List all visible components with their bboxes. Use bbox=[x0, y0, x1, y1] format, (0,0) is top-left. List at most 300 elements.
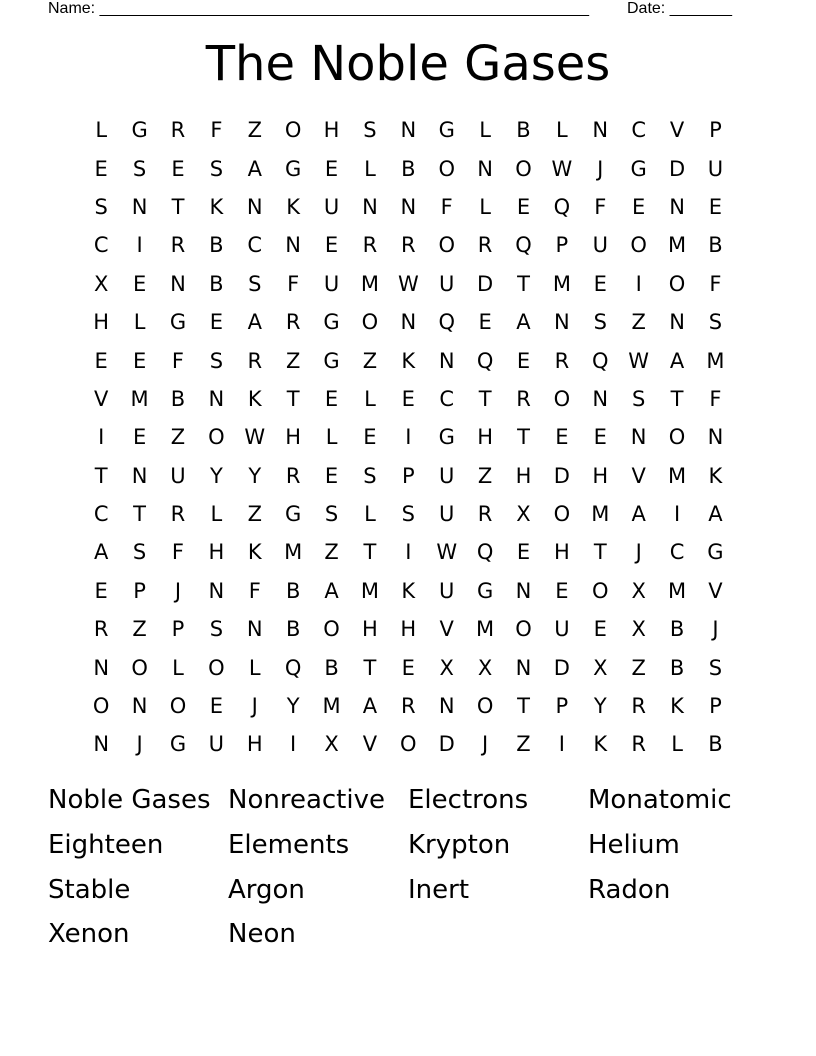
grid-letter[interactable]: H bbox=[208, 540, 225, 565]
grid-letter[interactable]: A bbox=[362, 694, 378, 719]
grid-letter[interactable]: E bbox=[555, 578, 569, 603]
grid-letter[interactable]: N bbox=[285, 233, 301, 258]
grid-letter[interactable]: S bbox=[209, 156, 224, 181]
grid-letter[interactable]: U bbox=[208, 732, 225, 757]
grid-letter[interactable]: L bbox=[133, 310, 146, 335]
grid-letter[interactable]: X bbox=[324, 732, 339, 757]
grid-letter[interactable]: H bbox=[515, 463, 532, 488]
grid-letter[interactable]: G bbox=[476, 578, 494, 603]
grid-letter[interactable]: B bbox=[708, 732, 723, 757]
grid-letter[interactable]: K bbox=[401, 348, 416, 373]
grid-letter[interactable]: X bbox=[593, 655, 608, 680]
grid-letter[interactable]: I bbox=[558, 732, 565, 757]
grid-letter[interactable]: E bbox=[401, 655, 415, 680]
grid-letter[interactable]: T bbox=[517, 425, 530, 450]
grid-letter[interactable]: M bbox=[667, 233, 687, 258]
date-field[interactable]: Date: _______ bbox=[627, 0, 732, 17]
grid-letter[interactable]: N bbox=[438, 348, 455, 373]
grid-letter[interactable]: S bbox=[363, 118, 377, 143]
grid-letter[interactable]: G bbox=[285, 156, 302, 181]
grid-letter[interactable]: O bbox=[553, 502, 571, 527]
grid-letter[interactable]: T bbox=[517, 271, 530, 296]
grid-letter[interactable]: E bbox=[324, 463, 339, 488]
grid-letter[interactable]: R bbox=[477, 233, 493, 258]
grid-letter[interactable]: U bbox=[323, 271, 340, 296]
grid-letter[interactable]: E bbox=[132, 271, 147, 296]
word-list-item: Monatomic bbox=[588, 785, 732, 816]
grid-letter[interactable]: N bbox=[208, 386, 225, 411]
grid-letter[interactable]: E bbox=[324, 233, 339, 258]
grid-letter[interactable]: Z bbox=[247, 502, 262, 527]
grid-letter[interactable]: S bbox=[708, 655, 723, 680]
grid-letter[interactable]: Z bbox=[516, 732, 531, 757]
grid-letter[interactable]: I bbox=[290, 732, 297, 757]
grid-letter[interactable]: S bbox=[593, 310, 607, 335]
grid-letter[interactable]: F bbox=[709, 271, 722, 296]
grid-letter[interactable]: O bbox=[208, 655, 225, 680]
grid-letter[interactable]: P bbox=[555, 694, 569, 719]
grid-letter[interactable]: O bbox=[284, 118, 302, 143]
grid-letter[interactable]: U bbox=[439, 578, 455, 603]
grid-letter[interactable]: X bbox=[631, 617, 646, 642]
grid-letter[interactable]: R bbox=[247, 348, 263, 373]
grid-letter[interactable]: Y bbox=[248, 463, 262, 488]
grid-letter[interactable]: G bbox=[707, 540, 724, 565]
grid-letter[interactable]: S bbox=[132, 156, 147, 181]
grid-letter[interactable]: B bbox=[209, 233, 224, 258]
grid-letter[interactable]: F bbox=[210, 118, 223, 143]
grid-letter[interactable]: N bbox=[400, 118, 417, 143]
grid-letter[interactable]: O bbox=[553, 386, 571, 411]
grid-letter[interactable]: E bbox=[555, 425, 569, 450]
grid-letter[interactable]: G bbox=[169, 732, 187, 757]
grid-letter[interactable]: U bbox=[323, 194, 340, 219]
grid-letter[interactable]: F bbox=[594, 194, 607, 219]
grid-letter[interactable]: N bbox=[400, 310, 417, 335]
grid-letter[interactable]: E bbox=[516, 348, 531, 373]
grid-letter[interactable]: Q bbox=[476, 540, 494, 565]
grid-letter[interactable]: B bbox=[285, 578, 301, 603]
grid-letter[interactable]: K bbox=[209, 194, 224, 219]
grid-letter[interactable]: J bbox=[136, 732, 143, 757]
grid-letter[interactable]: R bbox=[401, 694, 416, 719]
grid-letter[interactable]: Z bbox=[362, 348, 378, 373]
grid-letter[interactable]: E bbox=[516, 194, 531, 219]
grid-letter[interactable]: W bbox=[244, 425, 266, 450]
grid-letter[interactable]: A bbox=[324, 578, 339, 603]
grid-letter[interactable]: R bbox=[401, 233, 416, 258]
grid-letter[interactable]: Z bbox=[285, 348, 301, 373]
grid-letter[interactable]: E bbox=[401, 386, 415, 411]
grid-letter[interactable]: G bbox=[131, 118, 148, 143]
grid-letter[interactable]: Z bbox=[247, 118, 262, 143]
grid-letter[interactable]: T bbox=[670, 386, 684, 411]
grid-letter[interactable]: Y bbox=[286, 694, 300, 719]
grid-letter[interactable]: V bbox=[669, 118, 685, 143]
grid-letter[interactable]: R bbox=[631, 732, 646, 757]
grid-letter[interactable]: U bbox=[592, 233, 608, 258]
grid-letter[interactable]: V bbox=[362, 732, 378, 757]
grid-letter[interactable]: G bbox=[285, 502, 302, 527]
grid-letter[interactable]: O bbox=[92, 694, 110, 719]
grid-letter[interactable]: Q bbox=[284, 655, 302, 680]
grid-letter[interactable]: Z bbox=[631, 310, 646, 335]
grid-letter[interactable]: Q bbox=[592, 348, 609, 373]
grid-letter[interactable]: F bbox=[709, 386, 722, 411]
grid-letter[interactable]: M bbox=[360, 271, 379, 296]
grid-letter[interactable]: S bbox=[248, 271, 262, 296]
grid-letter[interactable]: R bbox=[93, 617, 109, 642]
grid-letter[interactable]: P bbox=[709, 694, 722, 719]
grid-letter[interactable]: W bbox=[436, 540, 458, 565]
grid-letter[interactable]: D bbox=[477, 271, 494, 296]
word-list bbox=[48, 778, 768, 957]
grid-letter[interactable]: R bbox=[285, 463, 301, 488]
grid-letter[interactable]: S bbox=[209, 617, 224, 642]
grid-letter[interactable]: R bbox=[170, 233, 186, 258]
grid-letter[interactable]: S bbox=[708, 310, 723, 335]
grid-letter[interactable]: N bbox=[592, 118, 609, 143]
grid-letter[interactable]: O bbox=[630, 233, 647, 258]
grid-letter[interactable]: R bbox=[170, 118, 186, 143]
grid-letter[interactable]: N bbox=[131, 463, 148, 488]
grid-letter[interactable]: T bbox=[171, 194, 185, 219]
grid-letter[interactable]: V bbox=[439, 617, 454, 642]
grid-letter[interactable]: I bbox=[98, 425, 105, 450]
grid-letter[interactable]: L bbox=[95, 118, 108, 143]
grid-letter[interactable]: F bbox=[248, 578, 261, 603]
grid-letter[interactable]: O bbox=[400, 732, 417, 757]
grid-letter[interactable]: E bbox=[324, 156, 339, 181]
grid-letter[interactable]: K bbox=[401, 578, 416, 603]
grid-letter[interactable]: A bbox=[247, 156, 262, 181]
grid-letter[interactable]: D bbox=[553, 655, 570, 680]
grid-letter[interactable]: N bbox=[362, 194, 378, 219]
grid-letter[interactable]: S bbox=[401, 502, 415, 527]
grid-letter[interactable]: S bbox=[209, 348, 224, 373]
grid-letter[interactable]: O bbox=[515, 156, 532, 181]
grid-letter[interactable]: X bbox=[94, 271, 109, 296]
grid-letter[interactable]: H bbox=[323, 118, 340, 143]
grid-letter[interactable]: D bbox=[668, 156, 686, 181]
grid-letter[interactable]: B bbox=[285, 617, 301, 642]
grid-letter[interactable]: C bbox=[439, 386, 455, 411]
grid-letter[interactable]: N bbox=[707, 425, 724, 450]
grid-letter[interactable]: J bbox=[251, 694, 258, 719]
grid-letter[interactable]: E bbox=[593, 425, 607, 450]
grid-letter[interactable]: N bbox=[438, 694, 455, 719]
grid-letter[interactable]: H bbox=[362, 617, 378, 642]
grid-letter[interactable]: E bbox=[708, 194, 723, 219]
grid-letter[interactable]: C bbox=[93, 502, 109, 527]
grid-letter[interactable]: I bbox=[136, 233, 143, 258]
grid-letter[interactable]: N bbox=[246, 194, 263, 219]
grid-letter[interactable]: M bbox=[591, 502, 610, 527]
grid-letter[interactable]: H bbox=[477, 425, 493, 450]
grid-letter[interactable]: E bbox=[593, 617, 607, 642]
grid-letter[interactable]: N bbox=[131, 694, 148, 719]
grid-letter[interactable]: O bbox=[438, 233, 455, 258]
grid-letter[interactable]: T bbox=[517, 694, 530, 719]
grid-letter[interactable]: Z bbox=[170, 425, 186, 450]
grid-letter[interactable]: L bbox=[479, 194, 491, 219]
grid-letter[interactable]: E bbox=[94, 348, 108, 373]
grid-letter[interactable]: K bbox=[247, 386, 262, 411]
grid-letter[interactable]: K bbox=[286, 194, 301, 219]
grid-letter[interactable]: C bbox=[93, 233, 109, 258]
grid-letter[interactable]: A bbox=[631, 502, 646, 527]
grid-letter[interactable]: E bbox=[632, 194, 646, 219]
grid-letter[interactable]: T bbox=[363, 540, 377, 565]
grid-letter[interactable]: L bbox=[364, 156, 376, 181]
grid-letter[interactable]: T bbox=[478, 386, 492, 411]
grid-letter[interactable]: H bbox=[400, 617, 417, 642]
grid-letter[interactable]: U bbox=[554, 617, 570, 642]
grid-letter[interactable]: J bbox=[597, 156, 604, 181]
grid-letter[interactable]: Z bbox=[631, 655, 646, 680]
grid-letter[interactable]: N bbox=[592, 386, 609, 411]
grid-letter[interactable]: N bbox=[246, 617, 263, 642]
grid-letter[interactable]: A bbox=[669, 348, 685, 373]
grid-letter[interactable]: A bbox=[94, 540, 109, 565]
grid-letter[interactable]: M bbox=[322, 694, 341, 719]
grid-letter[interactable]: I bbox=[405, 425, 412, 450]
grid-letter[interactable]: B bbox=[669, 655, 685, 680]
grid-letter[interactable]: H bbox=[553, 540, 570, 565]
grid-letter[interactable]: F bbox=[171, 540, 185, 565]
grid-letter[interactable]: E bbox=[94, 156, 108, 181]
grid-letter[interactable]: R bbox=[285, 310, 301, 335]
grid-letter[interactable]: T bbox=[593, 540, 607, 565]
grid-letter[interactable]: N bbox=[400, 194, 417, 219]
grid-letter[interactable]: T bbox=[286, 386, 300, 411]
grid-letter[interactable]: P bbox=[555, 233, 569, 258]
grid-letter[interactable]: J bbox=[712, 617, 719, 642]
grid-letter[interactable]: N bbox=[669, 310, 685, 335]
grid-letter[interactable]: C bbox=[247, 233, 263, 258]
grid-letter[interactable]: S bbox=[631, 386, 646, 411]
grid-letter[interactable]: M bbox=[667, 463, 687, 488]
grid-letter[interactable]: I bbox=[635, 271, 642, 296]
word-list-item: Noble Gases bbox=[48, 785, 211, 816]
grid-letter[interactable]: T bbox=[363, 655, 377, 680]
grid-letter[interactable]: H bbox=[93, 310, 110, 335]
name-field[interactable]: Name: _______________________________________________________ bbox=[48, 0, 589, 17]
grid-letter[interactable]: Q bbox=[476, 348, 494, 373]
word-list-item: Krypton bbox=[408, 830, 511, 861]
grid-letter[interactable]: Z bbox=[132, 617, 147, 642]
grid-letter[interactable]: U bbox=[439, 463, 455, 488]
grid-letter[interactable]: L bbox=[172, 655, 184, 680]
grid-letter[interactable]: Q bbox=[438, 310, 455, 335]
grid-letter[interactable]: X bbox=[477, 655, 493, 680]
grid-letter[interactable]: L bbox=[364, 502, 376, 527]
grid-letter[interactable]: O bbox=[668, 425, 686, 450]
grid-letter[interactable]: H bbox=[285, 425, 302, 450]
grid-letter[interactable]: E bbox=[209, 694, 223, 719]
grid-letter[interactable]: S bbox=[132, 540, 147, 565]
grid-letter[interactable]: E bbox=[132, 425, 147, 450]
grid-letter[interactable]: O bbox=[668, 271, 686, 296]
grid-letter[interactable]: E bbox=[171, 156, 185, 181]
grid-letter[interactable]: G bbox=[169, 310, 187, 335]
grid-letter[interactable]: D bbox=[553, 463, 570, 488]
grid-letter[interactable]: G bbox=[438, 118, 455, 143]
grid-letter[interactable]: U bbox=[707, 156, 724, 181]
grid-letter[interactable]: B bbox=[669, 617, 685, 642]
grid-letter[interactable]: K bbox=[247, 540, 262, 565]
grid-letter[interactable]: G bbox=[323, 348, 340, 373]
grid-letter[interactable]: O bbox=[515, 617, 532, 642]
grid-letter[interactable]: B bbox=[324, 655, 339, 680]
grid-letter[interactable]: G bbox=[438, 425, 455, 450]
grid-letter[interactable]: H bbox=[592, 463, 609, 488]
grid-letter[interactable]: N bbox=[554, 310, 570, 335]
grid-letter[interactable]: U bbox=[170, 463, 186, 488]
grid-letter[interactable]: R bbox=[631, 694, 646, 719]
grid-letter[interactable]: O bbox=[208, 425, 225, 450]
grid-letter[interactable]: E bbox=[478, 310, 492, 335]
grid-letter[interactable]: N bbox=[131, 194, 148, 219]
grid-letter[interactable]: O bbox=[476, 694, 494, 719]
grid-letter[interactable]: A bbox=[247, 310, 262, 335]
grid-letter[interactable]: G bbox=[630, 156, 647, 181]
grid-letter[interactable]: V bbox=[94, 386, 109, 411]
word-list-item: Eighteen bbox=[48, 830, 164, 861]
grid-letter[interactable]: M bbox=[360, 578, 379, 603]
grid-letter[interactable]: E bbox=[209, 310, 223, 335]
grid-letter[interactable]: E bbox=[516, 540, 531, 565]
grid-letter[interactable]: B bbox=[170, 386, 186, 411]
grid-letter[interactable]: Q bbox=[515, 233, 532, 258]
grid-letter[interactable]: R bbox=[170, 502, 186, 527]
grid-letter[interactable]: M bbox=[284, 540, 303, 565]
grid-letter[interactable]: J bbox=[174, 578, 182, 603]
grid-letter[interactable]: G bbox=[323, 310, 340, 335]
grid-letter[interactable]: H bbox=[246, 732, 263, 757]
grid-letter[interactable]: B bbox=[401, 156, 416, 181]
grid-letter[interactable]: O bbox=[438, 156, 455, 181]
grid-letter[interactable]: P bbox=[401, 463, 415, 488]
grid-letter[interactable]: F bbox=[171, 348, 185, 373]
grid-letter[interactable]: L bbox=[556, 118, 568, 143]
grid-letter[interactable]: E bbox=[324, 386, 339, 411]
grid-letter[interactable]: F bbox=[440, 194, 453, 219]
grid-letter[interactable]: Y bbox=[209, 463, 223, 488]
grid-letter[interactable]: N bbox=[93, 732, 110, 757]
grid-letter[interactable]: F bbox=[287, 271, 300, 296]
grid-letter[interactable]: M bbox=[130, 386, 149, 411]
word-list-item: Argon bbox=[228, 874, 305, 905]
grid-letter[interactable]: B bbox=[516, 118, 531, 143]
grid-letter[interactable]: P bbox=[133, 578, 146, 603]
grid-letter[interactable]: J bbox=[635, 540, 642, 565]
grid-letter[interactable]: J bbox=[482, 732, 489, 757]
grid-letter[interactable]: O bbox=[592, 578, 609, 603]
grid-letter[interactable]: L bbox=[364, 386, 376, 411]
grid-letter[interactable]: L bbox=[325, 425, 338, 450]
grid-letter[interactable]: E bbox=[94, 578, 108, 603]
grid-letter[interactable]: A bbox=[516, 310, 531, 335]
grid-letter[interactable]: Q bbox=[553, 194, 571, 219]
grid-letter[interactable]: O bbox=[131, 655, 148, 680]
grid-letter[interactable]: B bbox=[708, 233, 723, 258]
grid-letter[interactable]: E bbox=[132, 348, 147, 373]
grid-letter[interactable]: N bbox=[477, 156, 493, 181]
grid-letter[interactable]: C bbox=[669, 540, 685, 565]
grid-letter[interactable]: W bbox=[551, 156, 573, 181]
grid-letter[interactable]: Z bbox=[324, 540, 339, 565]
grid-letter[interactable]: L bbox=[210, 502, 223, 527]
grid-letter[interactable]: Y bbox=[593, 694, 607, 719]
grid-letter[interactable]: B bbox=[209, 271, 224, 296]
grid-letter[interactable]: C bbox=[631, 118, 646, 143]
grid-letter[interactable]: L bbox=[479, 118, 491, 143]
grid-letter[interactable]: R bbox=[516, 386, 531, 411]
grid-letter[interactable]: S bbox=[94, 194, 108, 219]
grid-letter[interactable]: N bbox=[515, 655, 532, 680]
grid-letter[interactable]: S bbox=[363, 463, 377, 488]
grid-letter[interactable]: X bbox=[516, 502, 531, 527]
grid-letter[interactable]: N bbox=[208, 578, 225, 603]
grid-letter[interactable]: T bbox=[133, 502, 146, 527]
grid-letter[interactable]: U bbox=[439, 502, 455, 527]
word-list-item: Nonreactive bbox=[228, 785, 385, 816]
grid-letter[interactable]: R bbox=[362, 233, 378, 258]
grid-letter[interactable]: W bbox=[628, 348, 650, 373]
grid-letter[interactable]: E bbox=[593, 271, 607, 296]
grid-letter[interactable]: V bbox=[631, 463, 646, 488]
grid-letter[interactable]: R bbox=[554, 348, 570, 373]
grid-letter[interactable]: N bbox=[669, 194, 685, 219]
grid-letter[interactable]: Z bbox=[477, 463, 493, 488]
grid-letter[interactable]: O bbox=[323, 617, 340, 642]
grid-letter[interactable]: M bbox=[706, 348, 725, 373]
grid-letter[interactable]: D bbox=[438, 732, 455, 757]
grid-letter[interactable]: L bbox=[248, 655, 261, 680]
grid-letter[interactable]: A bbox=[708, 502, 723, 527]
grid-letter[interactable]: W bbox=[397, 271, 419, 296]
grid-letter[interactable]: V bbox=[708, 578, 723, 603]
grid-letter[interactable]: M bbox=[476, 617, 495, 642]
grid-letter[interactable]: L bbox=[671, 732, 683, 757]
grid-letter[interactable]: X bbox=[631, 578, 646, 603]
grid-letter[interactable]: S bbox=[324, 502, 339, 527]
grid-letter[interactable]: K bbox=[593, 732, 608, 757]
grid-letter[interactable]: N bbox=[93, 655, 110, 680]
grid-letter[interactable]: T bbox=[94, 463, 108, 488]
grid-letter[interactable]: P bbox=[171, 617, 185, 642]
grid-letter[interactable]: N bbox=[515, 578, 532, 603]
grid-letter[interactable]: O bbox=[361, 310, 379, 335]
grid-letter[interactable]: E bbox=[363, 425, 377, 450]
grid-letter[interactable]: M bbox=[552, 271, 571, 296]
grid-letter[interactable]: M bbox=[667, 578, 687, 603]
grid-letter[interactable]: R bbox=[477, 502, 493, 527]
grid-letter[interactable]: N bbox=[170, 271, 186, 296]
grid-letter[interactable]: O bbox=[169, 694, 187, 719]
grid-letter[interactable]: K bbox=[708, 463, 723, 488]
grid-letter[interactable]: K bbox=[670, 694, 684, 719]
grid-letter[interactable]: X bbox=[439, 655, 454, 680]
grid-letter[interactable]: P bbox=[709, 118, 722, 143]
word-list-item: Elements bbox=[228, 830, 350, 861]
grid-letter[interactable]: U bbox=[439, 271, 455, 296]
grid-letter[interactable]: I bbox=[673, 502, 681, 527]
grid-letter[interactable]: N bbox=[630, 425, 647, 450]
word-list-item: Inert bbox=[408, 874, 470, 905]
grid-letter[interactable]: I bbox=[405, 540, 412, 565]
